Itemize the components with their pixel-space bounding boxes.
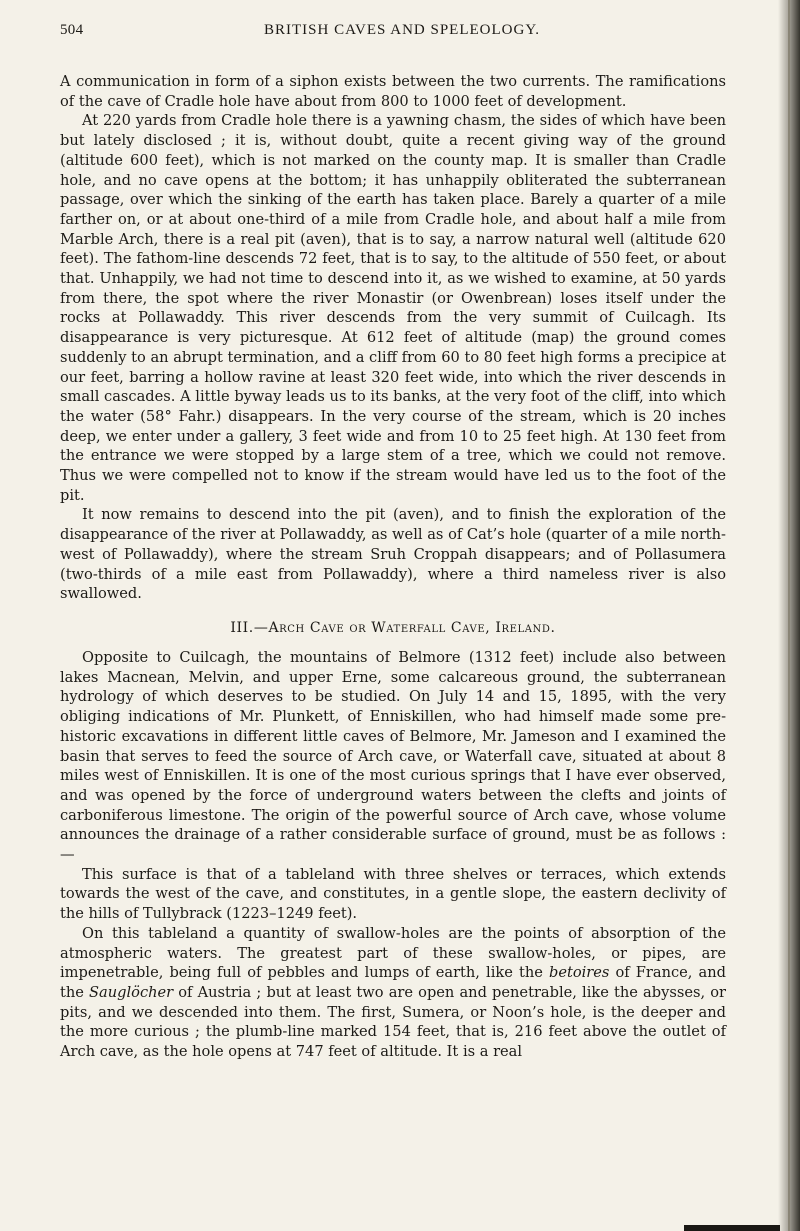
page-edge-line — [788, 0, 790, 1231]
page-number: 504 — [60, 22, 84, 38]
paragraph-6-part-e: of Austria ; but at least two are open and penetrable, like the abysses, or pits, and we descended into them. The first, Sumera, or Noon’s hole, is the deeper and the more curious ; the plumb-line marked 154 feet, that is, 216 feet above the outlet of Arch cave, as the hole opens at 747 feet of altitude. It is a real — [60, 983, 726, 1061]
running-title: BRITISH CAVES AND SPELEOLOGY. — [264, 22, 540, 38]
paragraph-3: It now remains to descend into the pit (aven), and to finish the exploration of the disappearance of the river at Pollawaddy, as well as of Cat’s hole (quarter of a mile north-west of Pollawaddy), where the stream Sruh Croppah disappears; and of Pollasumera (two-thirds of a mile east from Pollawaddy), where a third nameless river is also swallowed. — [60, 506, 726, 603]
italic-term-sauglocher: Sauglöcher — [89, 983, 174, 1001]
paragraph-6-part-a: On this tableland a quantity of swallow-holes are the points of absorption of the atmospheric waters. The greatest part of these swallow-holes, or pipes, are impenetrable, being full of pebbles and lumps of earth, like the — [60, 924, 726, 982]
italic-term-betoires: betoires — [548, 964, 610, 982]
section-heading: III.—Arch Cave or Waterfall Cave, Ireland. — [230, 619, 556, 636]
body-text — [60, 72, 726, 1062]
paragraph-6-part-c: of France, and the — [60, 964, 726, 1001]
paragraph-4: Opposite to Cuilcagh, the mountains of Belmore (1312 feet) include also between lakes Macnean, Melvin, and upper Erne, some calcareous ground, the subterranean hydrology of which deserves to be studied. On July 14 and 15, 1895, with the very obliging indications of Mr. Plunkett, of Enniskillen, who had himself made some pre-historic excavations in different little caves of Belmore, Mr. Jameson and I examined the basin that serves to feed the source of Arch cave, or Waterfall cave, situated at about 8 miles west of Enniskillen. It is one of the most curious springs that I have ever observed, and was opened by the force of underground waters between the clefts and joints of carboniferous limestone. The origin of the powerful source of Arch cave, whose volume announces the drainage of a rather considerable surface of ground, must be as follows :— — [60, 648, 726, 864]
running-head — [60, 22, 744, 50]
paragraph-2: At 220 yards from Cradle hole there is a yawning chasm, the sides of which have been but lately disclosed ; it is, without doubt, quite a recent giving way of the ground (altitude 600 feet), which is not marked on the county map. It is smaller than Cradle hole, and no cave opens at the bottom; it has unhappily obliterated the subterranean passage, over which the sinking of the earth has taken place. Barely a quarter of a mile farther on, or at about one-third of a mile from Cradle hole, and about half a mile from Marble Arch, there is a real pit (aven), that is to say, a narrow natural well (altitude 620 feet). The fathom-line descends 72 feet, that is to say, to the altitude of 550 feet, or about that. Unhappily, we had not time to descend into it, as we wished to examine, at 50 yards from there, the spot where the river Monastir (or Owenbrean) loses itself under the rocks at Pollawaddy. This river descends from the very summit of Cuilcagh. Its disappearance is very picturesque. At 612 feet of altitude (map) the ground comes suddenly to an abrupt termination, and a cliff from 60 to 80 feet high forms a precipice at our feet, barring a hollow ravine at least 320 feet wide, into which the river descends in small cascades. A little byway leads us to its banks, at the very foot of the cliff, into which the water (58° Fahr.) disappears. In the very course of the stream, which is 20 inches deep, we enter under a gallery, 3 feet wide and from 10 to 25 feet high. At 130 feet from the entrance we were stopped by a large stem of a tree, which we could not remove. Thus we were compelled not to know if the stream would have led us to the foot of the pit. — [60, 112, 726, 504]
paragraph-6 — [60, 924, 726, 1062]
paragraph-5: This surface is that of a tableland with three shelves or terraces, which extends towards the west of the cave, and constitutes, in a gentle slope, the eastern declivity of the hills of Tullybrack (1223–1249 feet). — [60, 865, 726, 923]
paragraph-1: A communication in form of a siphon exists between the two currents. The ramifications of the cave of Cradle hole have about from 800 to 1000 feet of development. — [60, 73, 726, 110]
bottom-edge-bar — [684, 1225, 780, 1231]
